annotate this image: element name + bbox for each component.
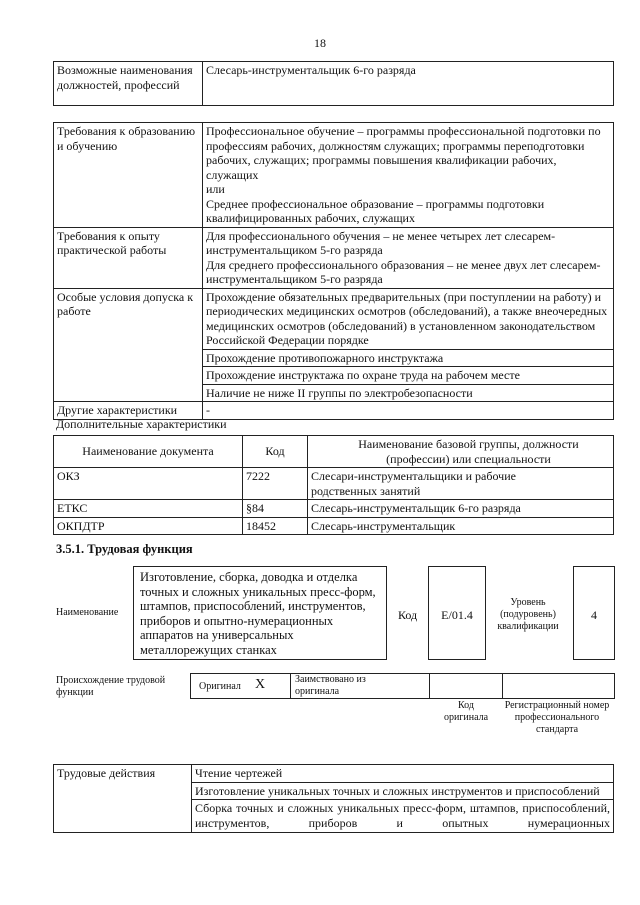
row-code: 7222 [243,468,308,500]
row-name: Слесарь-инструментальщик [308,517,614,535]
level-label: Уровень (подуровень) квалификации [497,597,559,632]
function-name-label: Наименование [56,607,119,618]
actions-table [53,764,614,833]
origin-reg-box [502,673,615,699]
education-line-2: или [206,182,225,196]
function-code-value: E/01.4 [441,608,473,622]
positions-table [53,61,614,106]
action-item-1: Чтение чертежей [192,765,614,783]
col-header-code: Код [243,436,308,468]
requirements-table [53,122,614,420]
other-value: - [203,402,614,420]
row-doc: ОКЗ [54,468,243,500]
page-number: 18 [314,36,326,50]
education-value [203,123,614,228]
function-name-box [133,566,387,660]
positions-label: Возможные наименования должностей, профессий [54,62,203,106]
action-item-2: Изготовление уникальных точных и сложных инструментов и приспособлений [192,782,614,800]
experience-line-1: Для профессионального обучения – не менее четырех лет слесарем-инструментальщиком 5-го разряда [206,228,556,257]
positions-value: Слесарь-инструментальщик 6-го разряда [203,62,614,106]
origin-label: Происхождение трудовой функции [56,675,166,698]
table-row [54,468,614,500]
level-value: 4 [591,608,597,622]
experience-value [203,227,614,288]
table-row [54,517,614,535]
action-item-3: Сборка точных и сложных уникальных пресс-форм, штампов, приспособлений, инструментов, приборов и опытных нумерационных [192,800,614,833]
reg-number-label: Регистрационный номер профессионального стандарта [504,700,610,735]
row-code: §84 [243,500,308,518]
function-heading: 3.5.1. Трудовая функция [56,542,193,556]
admission-label: Особые условия допуска к работе [54,288,203,402]
original-mark: X [255,677,266,692]
education-label: Требования к образованию и обучению [54,123,203,228]
experience-line-2: Для среднего профессионального образования – не менее двух лет слесарем-инструментальщиком 5-го разряда [206,257,601,286]
origin-original-box [190,673,291,699]
other-label: Другие характеристики [54,402,203,420]
admission-item-4: Наличие не ниже II группы по электробезопасности [203,384,614,402]
origin-borrowed-box [290,673,430,699]
borrowed-label: Заимствовано из оригинала [295,674,366,697]
admission-item-3: Прохождение инструктажа по охране труда на рабочем месте [203,367,614,385]
row-name: Слесари-инструментальщики и рабочие родственных занятий [308,468,614,500]
experience-label: Требования к опыту практической работы [54,227,203,288]
function-code-label: Код [398,608,418,622]
col-header-doc: Наименование документа [54,436,243,468]
additional-table [53,435,614,535]
education-line-1: Профессиональное обучение – программы профессиональной подготовки по профессиям рабочих, должностям служащих; программы переподготовки рабочих, служащих; программы повышения квалификации рабочих, служащих [206,124,601,182]
original-label: Оригинал [199,681,241,692]
row-doc: ЕТКС [54,500,243,518]
education-line-3: Среднее профессиональное образование – программы подготовки квалифицированных рабочих, служащих [206,196,545,225]
actions-label: Трудовые действия [54,765,192,833]
row-code: 18452 [243,517,308,535]
row-doc: ОКПДТР [54,517,243,535]
admission-item-1: Прохождение обязательных предварительных (при поступлении на работу) и периодических медицинских осмотров (обследований), а также внеочередных медицинских осмотров (обследований) в установленном законодательством Российской Федерации порядке [203,288,614,349]
row-name: Слесарь-инструментальщик 6-го разряда [308,500,614,518]
additional-title: Дополнительные характеристики [56,417,227,431]
function-code-box [428,566,486,660]
code-original-label: Код оригинала [443,700,489,723]
level-box [573,566,615,660]
function-name-value: Изготовление, сборка, доводка и отделка точных и сложных уникальных пресс-форм, штампов, приспособлений, инструментов, приборов и опытно-нумерационных аппаратов на универсальных металлорежущих станках [140,570,376,657]
admission-item-2: Прохождение противопожарного инструктажа [203,349,614,367]
col-header-name: Наименование базовой группы, должности (профессии) или специальности [308,436,614,468]
table-row [54,500,614,518]
origin-code-box [429,673,503,699]
